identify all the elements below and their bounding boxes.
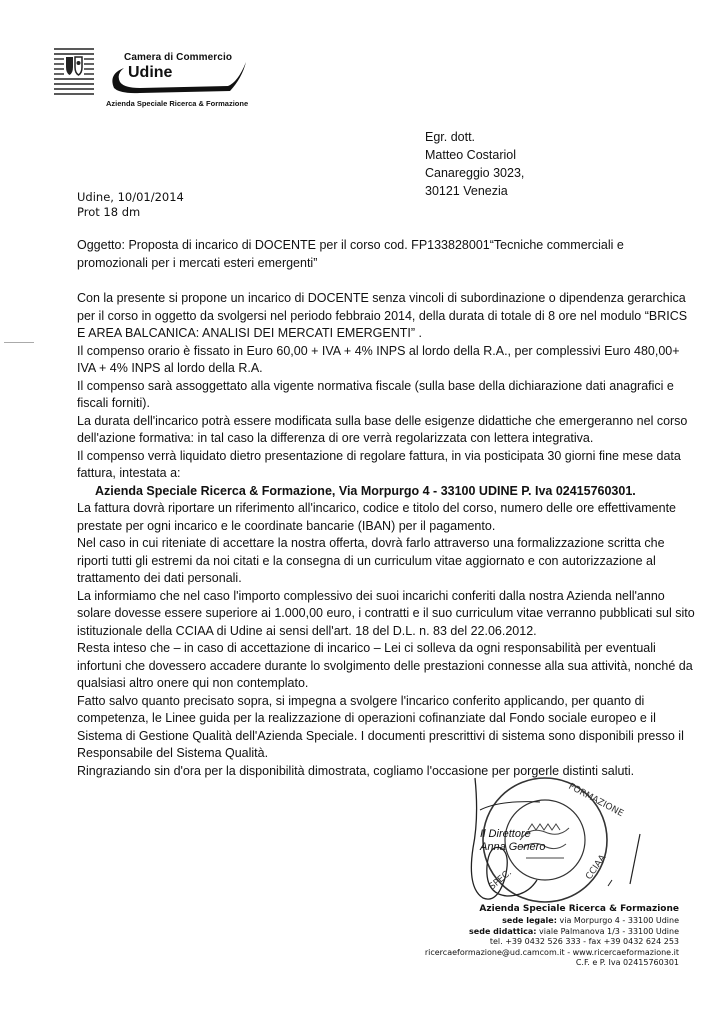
recipient-line: Canareggio 3023,	[425, 166, 525, 180]
subject-text: Proposta di incarico di DOCENTE per il corso cod. FP133828001“Tecniche commerciali e promozionali per i mercati esteri emergenti”	[77, 238, 624, 270]
logo-city-text: Udine	[128, 64, 173, 81]
logo-subtitle: Azienda Speciale Ricerca & Formazione	[106, 99, 249, 108]
svg-text:SPEC.: SPEC.	[487, 867, 514, 893]
body-paragraph: Con la presente si propone un incarico di DOCENTE senza vincoli di subordinazione o dipendenza gerarchica per il corso in oggetto da svolgersi nel periodo febbraio 2014, della durata di totale di 8 ore nel modulo “BRICS E AREA BALCANICA: ANALISI DEI MERCATI EMERGENTI” .	[77, 291, 688, 340]
body-paragraph: Resta inteso che – in caso di accettazione di incarico – Lei ci solleva da ogni responsabilità per eventuali infortuni che dovessero accadere durante lo svolgimento delle prestazioni connesse alla sua attività, nonché da qualsiasi altro onere qui non contemplato.	[77, 641, 693, 690]
signatory-role: Il Direttore	[480, 828, 531, 840]
svg-text:FORMAZIONE: FORMAZIONE	[566, 781, 625, 820]
logo-chamber-text: Camera di Commercio	[124, 52, 233, 63]
subject-line	[77, 237, 687, 272]
margin-mark	[4, 342, 34, 343]
svg-text:CCIAA: CCIAA	[584, 853, 609, 882]
body-paragraph: La fattura dovrà riportare un riferimento all'incarico, codice e titolo del corso, numero delle ore effettivamente prestate per ogni incarico e le coordinate bancarie (IBAN) per il pagamento.	[77, 501, 676, 533]
recipient-line: 30121 Venezia	[425, 184, 508, 198]
billing-company: Azienda Speciale Ricerca & Formazione, Via Morpurgo 4 - 33100 UDINE P. Iva 02415760301.	[95, 483, 636, 498]
subject-label: Oggetto:	[77, 238, 125, 252]
footer-company: Azienda Speciale Ricerca & Formazione	[479, 904, 679, 914]
signatory-name: Anna Genero	[480, 841, 546, 853]
body-paragraph: Il compenso verrà liquidato dietro presentazione di regolare fattura, in via posticipata 30 giorni fine mese data fattura, intestata a:	[77, 448, 681, 480]
footer-legal-address	[425, 916, 679, 927]
body-paragraph: Il compenso orario è fissato in Euro 60,00 + IVA + 4% INPS al lordo della R.A., per complessivi Euro 480,00+ IVA + 4% INPS al lordo della R.A.	[77, 343, 680, 375]
signatory	[480, 828, 545, 854]
footer-legal-value: via Morpurgo 4 - 33100 Udine	[559, 916, 679, 925]
crest-icon	[52, 45, 96, 99]
footer-vat: C.F. e P. Iva 02415760301	[575, 958, 679, 967]
logo-swoosh-icon	[100, 58, 248, 98]
letter-date: Udine, 10/01/2014	[77, 190, 184, 204]
footer-didactic-value: viale Palmanova 1/3 - 33100 Udine	[539, 926, 679, 936]
body-paragraph: Il compenso sarà assoggettato alla vigente normativa fiscale (sulla base della dichiarazione dati anagrafici e fiscali forniti).	[77, 378, 674, 410]
recipient-line: Egr. dott.	[425, 130, 476, 144]
body-paragraph: Fatto salvo quanto precisato sopra, si impegna a svolgere l'incarico conferito applicando, per quanto di competenza, le Linee guida per la realizzazione di operazioni cofinanziate dal Fondo sociale europeo e il Sistema di Gestione Qualità dell'Azienda Speciale. I documenti prescrittivi di sistema sono disponibili presso il Responsabile del Sistema Qualità.	[77, 693, 684, 760]
footer-info	[425, 903, 679, 969]
footer-didactic-label: sede didattica:	[469, 926, 537, 936]
letter-body	[77, 290, 697, 780]
footer-legal-label: sede legale:	[502, 916, 557, 925]
body-paragraph: Nel caso in cui riteniate di accettare la nostra offerta, dovrà farlo attraverso una formalizzazione scritta che riporti tutti gli estremi da noi citati e la consegna di un curriculum vitae aggiornato e con autorizzazione al trattamento dei dati personali.	[77, 536, 665, 585]
footer-didactic-address	[425, 927, 679, 938]
protocol-number: Prot 18 dm	[77, 205, 141, 219]
footer-web: ricercaeformazione@ud.camcom.it - www.ricercaeformazione.it	[424, 947, 679, 957]
recipient-line: Matteo Costariol	[425, 148, 517, 162]
round-stamp-icon	[440, 770, 690, 910]
date-block	[77, 190, 184, 220]
footer-phone: tel. +39 0432 526 333 - fax +39 0432 624 253	[489, 937, 679, 946]
body-paragraph: Ringraziando sin d'ora per la disponibilità dimostrata, cogliamo l'occasione per porgerle distinti saluti.	[77, 763, 635, 778]
body-paragraph: La informiamo che nel caso l'importo complessivo dei suoi incarichi conferiti dalla nostra Azienda nell'anno solare dovesse essere superiore ai 1.000,00 euro, i contratti e il suo curriculum vitae verranno pubblicati sul sito istituzionale della CCIAA di Udine ai sensi dell'art. 18 del D.L. n. 83 del 22.06.2012.	[77, 588, 695, 638]
body-paragraph: La durata dell'incarico potrà essere modificata sulla base delle esigenze didattiche che emergeranno nel corso dell'azione formativa: in tal caso la differenza di ore verrà regolarizzata con lettera integrativa.	[77, 413, 688, 445]
recipient-address	[425, 128, 524, 200]
